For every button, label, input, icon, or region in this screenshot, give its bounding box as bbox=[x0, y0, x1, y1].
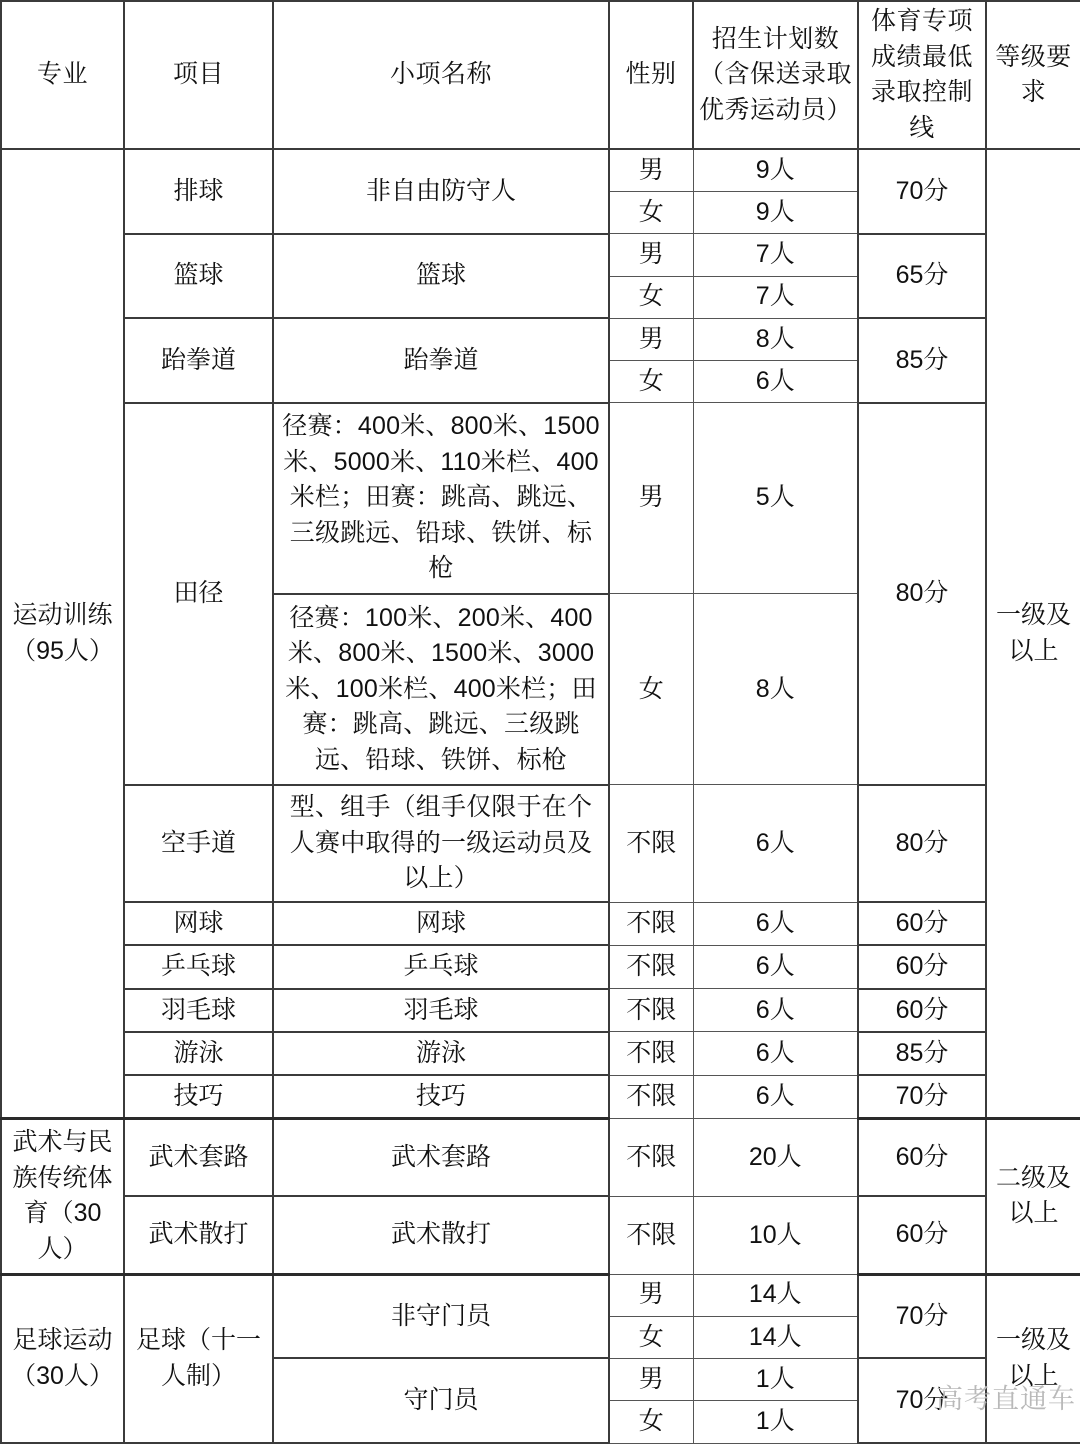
gender-cell: 男 bbox=[609, 149, 693, 192]
event-cell: 乒乓球 bbox=[124, 945, 273, 988]
level-requirement-cell: 一级及以上 bbox=[986, 1274, 1080, 1443]
table-row bbox=[1, 785, 1080, 902]
gender-cell: 不限 bbox=[609, 785, 693, 902]
event-cell: 跆拳道 bbox=[124, 318, 273, 402]
plan-count-cell: 6人 bbox=[693, 989, 858, 1032]
min-score-cell: 70分 bbox=[858, 149, 986, 234]
min-score-cell: 80分 bbox=[858, 403, 986, 785]
sub-event-cell: 径赛：400米、800米、1500米、5000米、110米栏、400米栏；田赛：跳高、跳远、三级跳远、铅球、铁饼、标枪 bbox=[273, 403, 609, 594]
gender-cell: 男 bbox=[609, 403, 693, 594]
plan-count-cell: 6人 bbox=[693, 902, 858, 945]
event-cell: 排球 bbox=[124, 149, 273, 234]
header-level-requirement: 等级要求 bbox=[986, 1, 1080, 149]
plan-count-cell: 6人 bbox=[693, 1032, 858, 1075]
major-cell: 足球运动（30人） bbox=[1, 1274, 124, 1443]
sub-event-cell: 网球 bbox=[273, 902, 609, 945]
table-row bbox=[1, 989, 1080, 1032]
event-cell: 篮球 bbox=[124, 234, 273, 318]
plan-count-cell: 8人 bbox=[693, 318, 858, 360]
sub-event-cell: 篮球 bbox=[273, 234, 609, 318]
min-score-cell: 60分 bbox=[858, 989, 986, 1032]
sub-event-cell: 型、组手（组手仅限于在个人赛中取得的一级运动员及以上） bbox=[273, 785, 609, 902]
watermark: 高考直通车 bbox=[936, 1384, 1076, 1414]
min-score-cell: 60分 bbox=[858, 945, 986, 988]
header-major: 专业 bbox=[1, 1, 124, 149]
table-row bbox=[1, 945, 1080, 988]
plan-count-cell: 8人 bbox=[693, 594, 858, 785]
event-cell: 空手道 bbox=[124, 785, 273, 902]
plan-count-cell: 14人 bbox=[693, 1274, 858, 1316]
table-row bbox=[1, 318, 1080, 360]
table-row bbox=[1, 234, 1080, 276]
gender-cell: 不限 bbox=[609, 945, 693, 988]
header-row bbox=[1, 1, 1080, 149]
gender-cell: 女 bbox=[609, 192, 693, 234]
plan-count-cell: 5人 bbox=[693, 403, 858, 594]
table-row bbox=[1, 1119, 1080, 1197]
plan-count-cell: 6人 bbox=[693, 1075, 858, 1119]
sub-event-cell: 武术套路 bbox=[273, 1119, 609, 1197]
gender-cell: 不限 bbox=[609, 1119, 693, 1197]
level-requirement-cell: 二级及以上 bbox=[986, 1119, 1080, 1274]
gender-cell: 男 bbox=[609, 1274, 693, 1316]
gender-cell: 不限 bbox=[609, 1075, 693, 1119]
sub-event-cell: 乒乓球 bbox=[273, 945, 609, 988]
gender-cell: 女 bbox=[609, 1401, 693, 1443]
table-row bbox=[1, 1274, 1080, 1316]
min-score-cell: 70分 bbox=[858, 1274, 986, 1358]
event-cell: 足球（十一人制） bbox=[124, 1274, 273, 1443]
min-score-cell: 60分 bbox=[858, 902, 986, 945]
header-gender: 性别 bbox=[609, 1, 693, 149]
event-cell: 网球 bbox=[124, 902, 273, 945]
major-cell: 武术与民族传统体育（30人） bbox=[1, 1119, 124, 1274]
table-row bbox=[1, 1196, 1080, 1274]
header-min-score: 体育专项成绩最低录取控制线 bbox=[858, 1, 986, 149]
min-score-cell: 85分 bbox=[858, 1032, 986, 1075]
sub-event-cell: 游泳 bbox=[273, 1032, 609, 1075]
event-cell: 武术散打 bbox=[124, 1196, 273, 1274]
event-cell: 田径 bbox=[124, 403, 273, 785]
gender-cell: 女 bbox=[609, 360, 693, 402]
min-score-cell: 60分 bbox=[858, 1196, 986, 1274]
gender-cell: 男 bbox=[609, 234, 693, 276]
table-row bbox=[1, 902, 1080, 945]
gender-cell: 女 bbox=[609, 276, 693, 318]
sub-event-cell: 跆拳道 bbox=[273, 318, 609, 402]
sub-event-cell: 径赛：100米、200米、400米、800米、1500米、3000米、100米栏、400米栏；田赛：跳高、跳远、三级跳远、铅球、铁饼、标枪 bbox=[273, 594, 609, 785]
table-row bbox=[1, 149, 1080, 192]
plan-count-cell: 20人 bbox=[693, 1119, 858, 1197]
sub-event-cell: 武术散打 bbox=[273, 1196, 609, 1274]
sub-event-cell: 守门员 bbox=[273, 1358, 609, 1443]
gender-cell: 男 bbox=[609, 1358, 693, 1400]
gender-cell: 不限 bbox=[609, 1196, 693, 1274]
table-row bbox=[1, 1032, 1080, 1075]
event-cell: 羽毛球 bbox=[124, 989, 273, 1032]
plan-count-cell: 10人 bbox=[693, 1196, 858, 1274]
header-event: 项目 bbox=[124, 1, 273, 149]
min-score-cell: 70分 bbox=[858, 1358, 986, 1443]
min-score-cell: 65分 bbox=[858, 234, 986, 318]
gender-cell: 女 bbox=[609, 594, 693, 785]
gender-cell: 不限 bbox=[609, 902, 693, 945]
sub-event-cell: 非自由防守人 bbox=[273, 149, 609, 234]
event-cell: 游泳 bbox=[124, 1032, 273, 1075]
sub-event-cell: 羽毛球 bbox=[273, 989, 609, 1032]
plan-count-cell: 1人 bbox=[693, 1401, 858, 1443]
event-cell: 技巧 bbox=[124, 1075, 273, 1119]
gender-cell: 不限 bbox=[609, 989, 693, 1032]
plan-count-cell: 6人 bbox=[693, 360, 858, 402]
table-row bbox=[1, 403, 1080, 594]
major-cell: 运动训练（95人） bbox=[1, 149, 124, 1119]
plan-count-cell: 7人 bbox=[693, 276, 858, 318]
plan-count-cell: 9人 bbox=[693, 149, 858, 192]
header-plan-count: 招生计划数（含保送录取优秀运动员） bbox=[693, 1, 858, 149]
plan-count-cell: 14人 bbox=[693, 1316, 858, 1358]
level-requirement-cell: 一级及以上 bbox=[986, 149, 1080, 1119]
min-score-cell: 85分 bbox=[858, 318, 986, 402]
header-sub-event: 小项名称 bbox=[273, 1, 609, 149]
plan-count-cell: 6人 bbox=[693, 785, 858, 902]
min-score-cell: 60分 bbox=[858, 1119, 986, 1197]
event-cell: 武术套路 bbox=[124, 1119, 273, 1197]
gender-cell: 不限 bbox=[609, 1032, 693, 1075]
min-score-cell: 80分 bbox=[858, 785, 986, 902]
gender-cell: 男 bbox=[609, 318, 693, 360]
plan-count-cell: 9人 bbox=[693, 192, 858, 234]
sub-event-cell: 非守门员 bbox=[273, 1274, 609, 1358]
table-row bbox=[1, 1075, 1080, 1119]
table-header bbox=[1, 1, 1080, 149]
plan-count-cell: 6人 bbox=[693, 945, 858, 988]
gender-cell: 女 bbox=[609, 1316, 693, 1358]
plan-count-cell: 7人 bbox=[693, 234, 858, 276]
plan-count-cell: 1人 bbox=[693, 1358, 858, 1400]
min-score-cell: 70分 bbox=[858, 1075, 986, 1119]
table-body bbox=[1, 149, 1080, 1443]
sub-event-cell: 技巧 bbox=[273, 1075, 609, 1119]
